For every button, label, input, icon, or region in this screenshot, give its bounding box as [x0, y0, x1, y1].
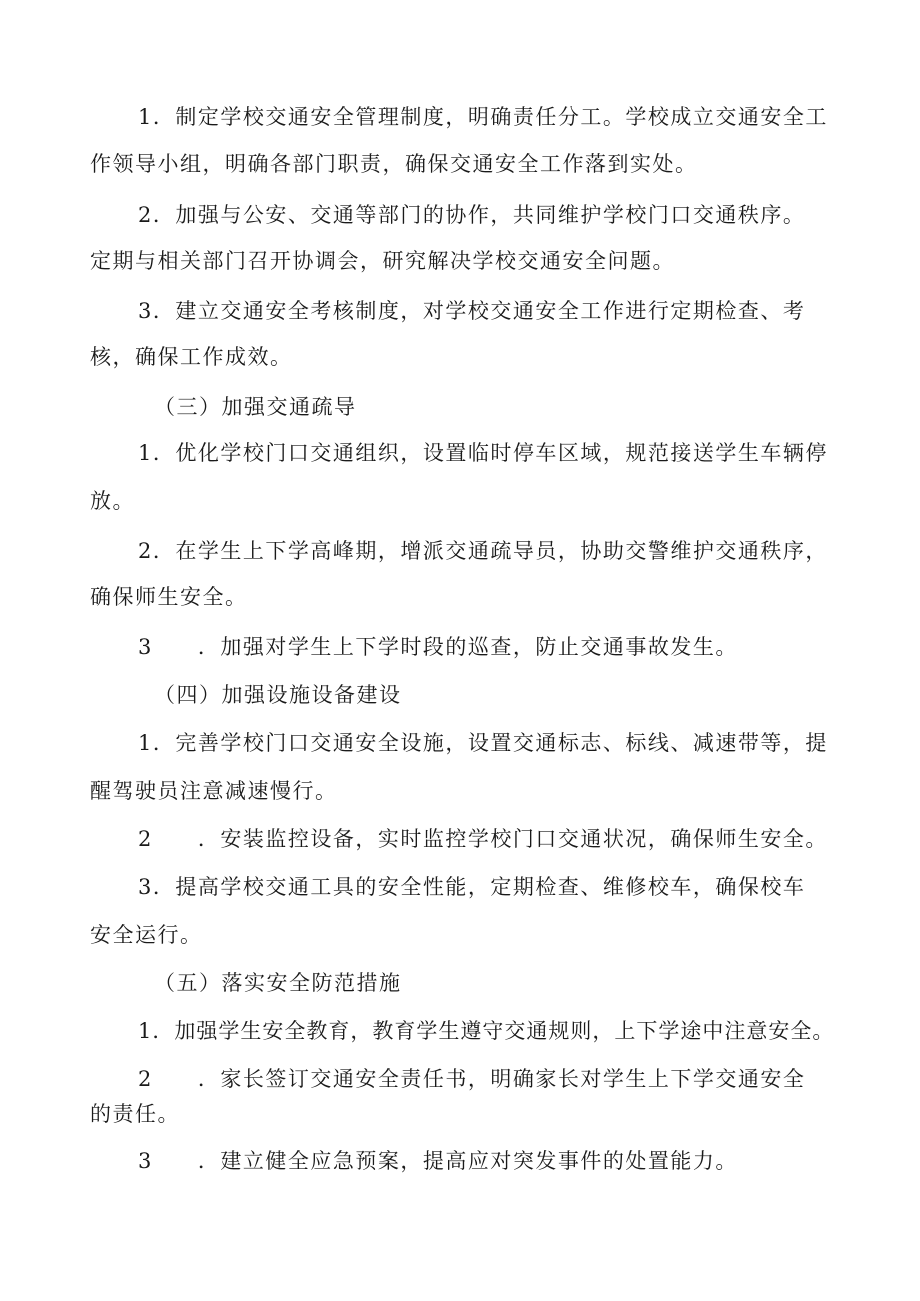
paragraph-line: 2 ．家长签订交通安全责任书，明确家长对学生上下学交通安全	[138, 1067, 806, 1091]
section-heading: （三）加强交通疏导	[154, 395, 357, 419]
section-heading: （四）加强设施设备建设	[154, 683, 402, 707]
paragraph-line: 核，确保工作成效。	[90, 345, 293, 369]
paragraph-line: 作领导小组，明确各部门职责，确保交通安全工作落到实处。	[90, 152, 698, 176]
paragraph-line: 的责任。	[90, 1102, 180, 1126]
paragraph-line: 安全运行。	[90, 923, 203, 947]
paragraph-line: 放。	[90, 489, 135, 513]
paragraph-line: 3 ．建立健全应急预案，提高应对突发事件的处置能力。	[138, 1149, 738, 1173]
paragraph-line: 定期与相关部门召开协调会，研究解决学校交通安全问题。	[90, 249, 675, 273]
paragraph-line: 1．制定学校交通安全管理制度，明确责任分工。学校成立交通安全工	[138, 105, 828, 129]
paragraph-line: 3．提高学校交通工具的安全性能，定期检查、维修校车，确保校车	[138, 875, 806, 899]
paragraph-line: 2．在学生上下学高峰期，增派交通疏导员，协助交警维护交通秩序，	[138, 539, 828, 563]
section-heading: （五）落实安全防范措施	[154, 971, 402, 995]
paragraph-line: 3 ．加强对学生上下学时段的巡查，防止交通事故发生。	[138, 635, 738, 659]
paragraph-line: 1．优化学校门口交通组织，设置临时停车区域，规范接送学生车辆停	[138, 441, 828, 465]
paragraph-line: 1．完善学校门口交通安全设施，设置交通标志、标线、减速带等，提	[138, 731, 828, 755]
paragraph-line: 1．加强学生安全教育，教育学生遵守交通规则，上下学途中注意安全。	[138, 1019, 835, 1043]
paragraph-line: 2．加强与公安、交通等部门的协作，共同维护学校门口交通秩序。	[138, 203, 806, 227]
paragraph-line: 2 ．安装监控设备，实时监控学校门口交通状况，确保师生安全。	[138, 827, 828, 851]
paragraph-line: 确保师生安全。	[90, 585, 248, 609]
paragraph-line: 醒驾驶员注意减速慢行。	[90, 779, 338, 803]
paragraph-line: 3．建立交通安全考核制度，对学校交通安全工作进行定期检查、考	[138, 299, 806, 323]
